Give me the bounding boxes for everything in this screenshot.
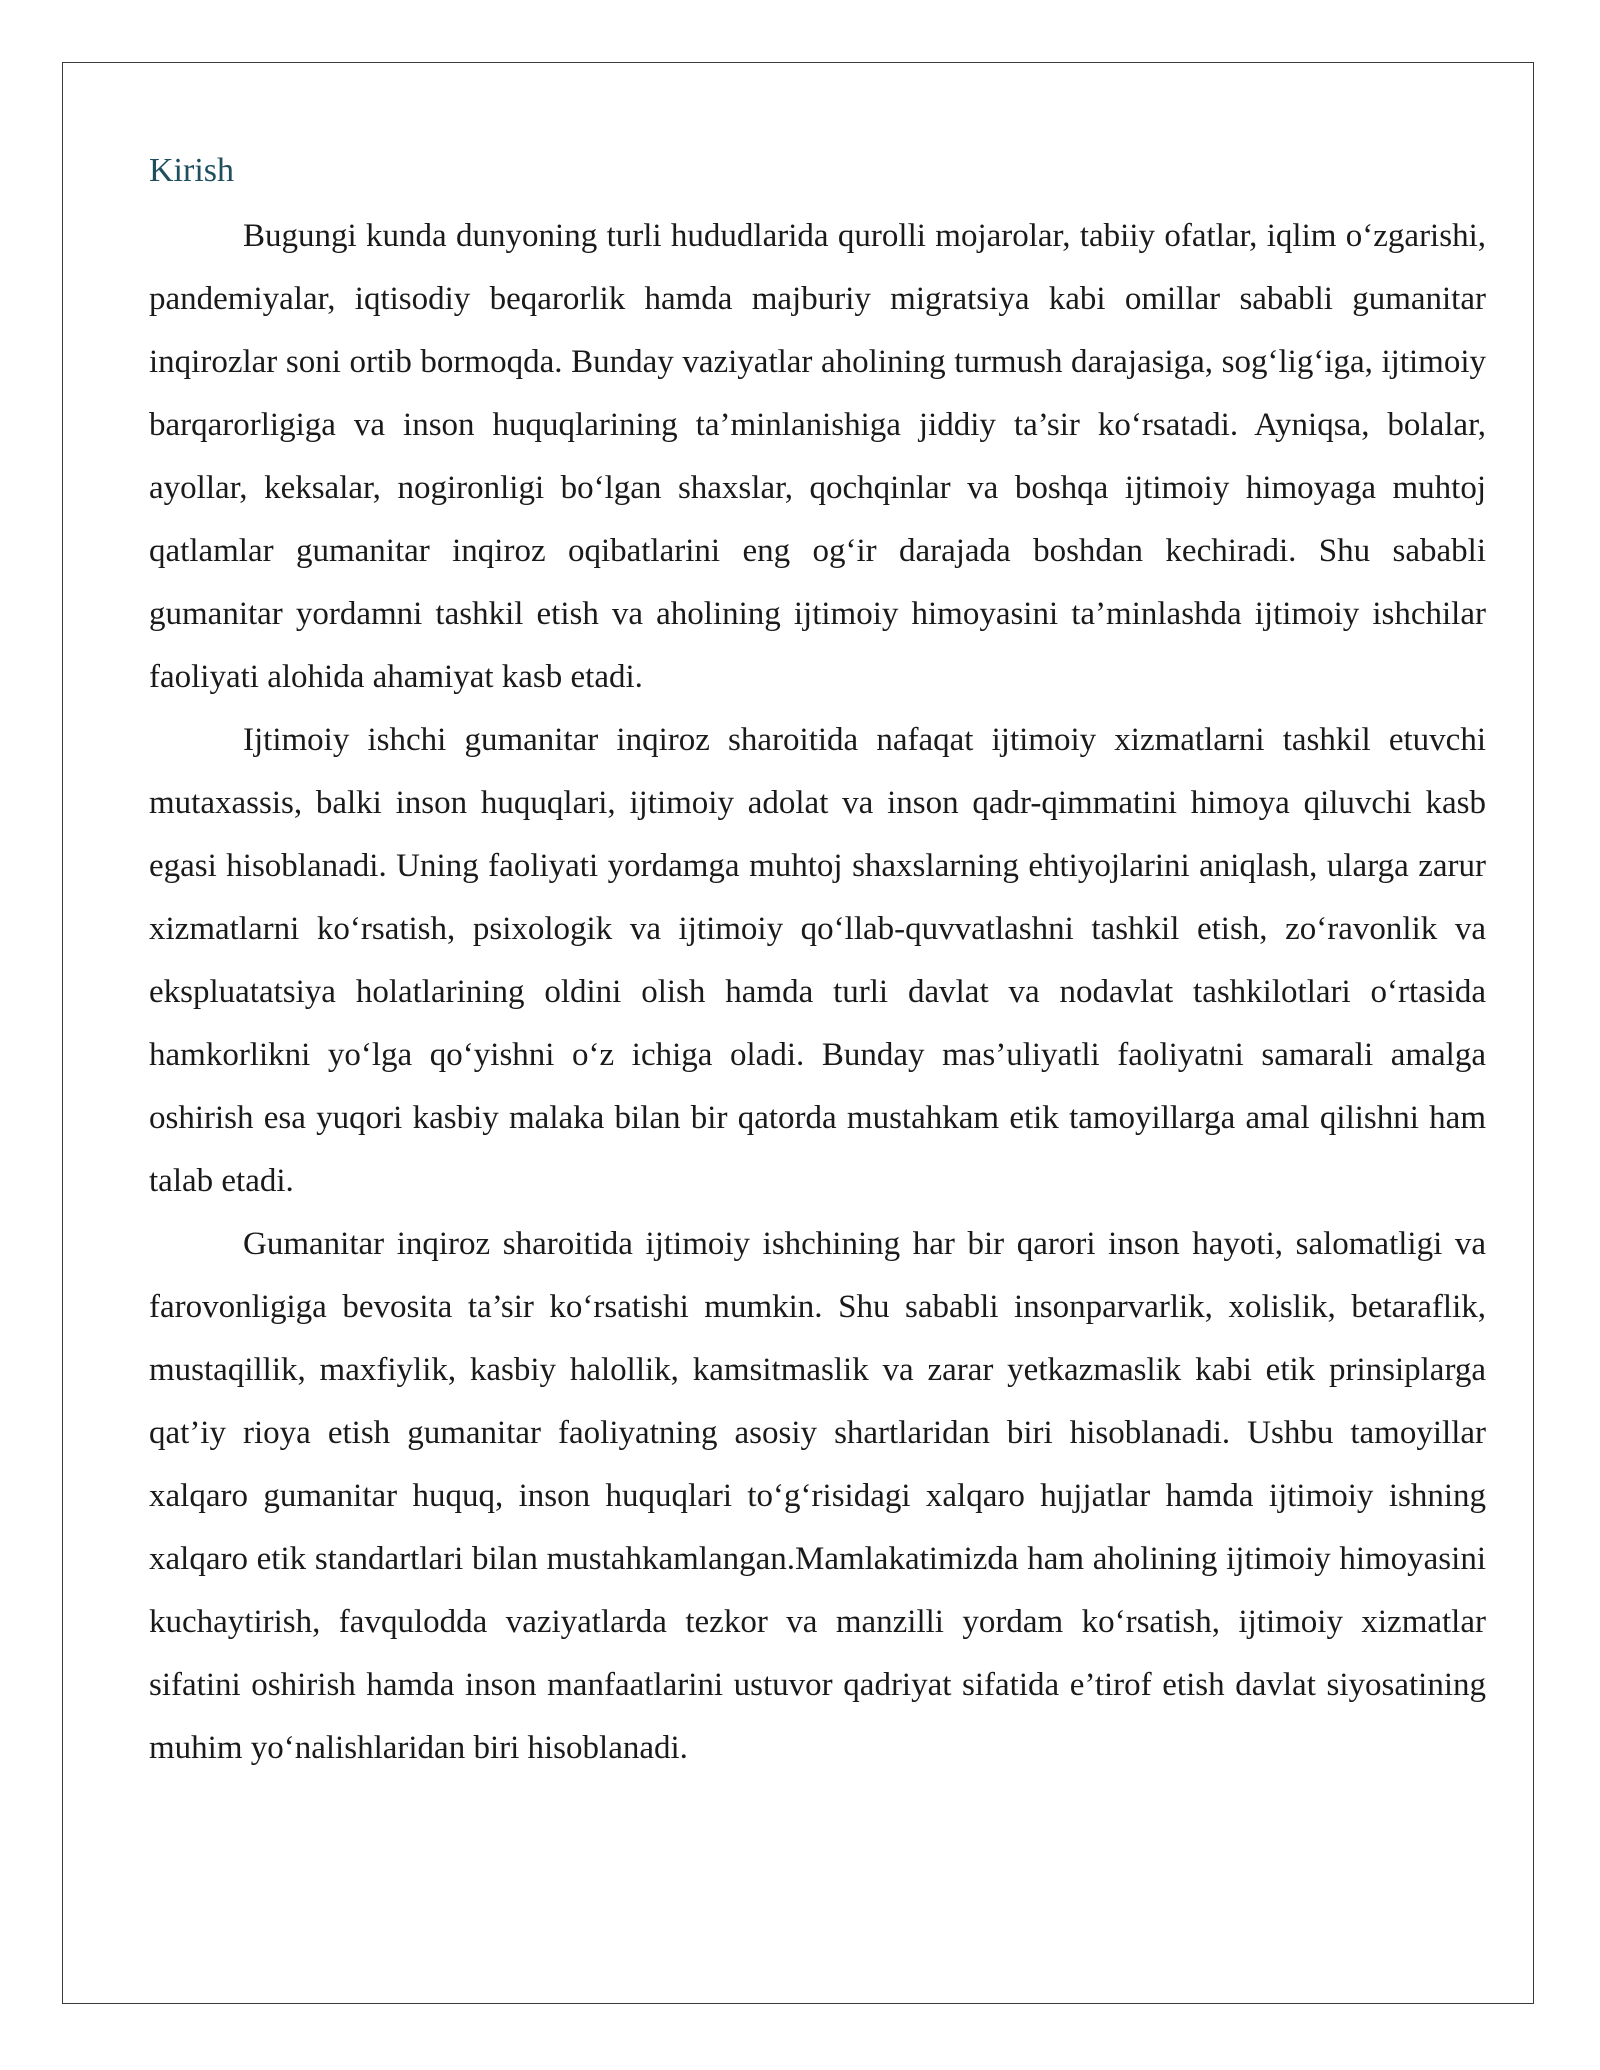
section-heading: Kirish	[149, 152, 234, 189]
paragraph-1: Bugungi kunda dunyoning turli hududlarida qurolli mojarolar, tabiiy ofatlar, iqlim o‘zgarishi, pandemiyalar, iqtisodiy beqarorlik hamda majburiy migratsiya kabi omillar sababli gumanitar inqirozlar soni ortib bormoqda. Bunday vaziyatlar aholining turmush darajasiga, sog‘lig‘iga, ijtimoiy barqarorligiga va inson huquqlarining ta’minlanishiga jiddiy ta’sir ko‘rsatadi. Ayniqsa, bolalar, ayollar, keksalar, nogironligi bo‘lgan shaxslar, qochqinlar va boshqa ijtimoiy himoyaga muhtoj qatlamlar gumanitar inqiroz oqibatlarini eng og‘ir darajada boshdan kechiradi. Shu sababli gumanitar yordamni tashkil etish va aholining ijtimoiy himoyasini ta’minlashda ijtimoiy ishchilar faoliyati alohida ahamiyat kasb etadi.	[149, 218, 1486, 695]
paragraph-3: Gumanitar inqiroz sharoitida ijtimoiy ishchining har bir qarori inson hayoti, salomatligi va farovonligiga bevosita ta’sir ko‘rsatishi mumkin. Shu sababli insonparvarlik, xolislik, betaraflik, mustaqillik, maxfiylik, kasbiy halollik, kamsitmaslik va zarar yetkazmaslik kabi etik prinsiplarga qat’iy rioya etish gumanitar faoliyatning asosiy shartlaridan biri hisoblanadi. Ushbu tamoyillar xalqaro gumanitar huquq, inson huquqlari to‘g‘risidagi xalqaro hujjatlar hamda ijtimoiy ishning xalqaro etik standartlari bilan mustahkamlangan.Mamlakatimizda ham aholining ijtimoiy himoyasini kuchaytirish, favqulodda vaziyatlarda tezkor va manzilli yordam ko‘rsatish, ijtimoiy xizmatlar sifatini oshirish hamda inson manfaatlarini ustuvor qadriyat sifatida e’tirof etish davlat siyosatining muhim yo‘nalishlaridan biri hisoblanadi.	[149, 1226, 1486, 1766]
paragraph-2: Ijtimoiy ishchi gumanitar inqiroz sharoitida nafaqat ijtimoiy xizmatlarni tashkil etuvchi mutaxassis, balki inson huquqlari, ijtimoiy adolat va inson qadr-qimmatini himoya qiluvchi kasb egasi hisoblanadi. Uning faoliyati yordamga muhtoj shaxslarning ehtiyojlarini aniqlash, ularga zarur xizmatlarni ko‘rsatish, psixologik va ijtimoiy qo‘llab-quvvatlashni tashkil etish, zo‘ravonlik va ekspluatatsiya holatlarining oldini olish hamda turli davlat va nodavlat tashkilotlari o‘rtasida hamkorlikni yo‘lga qo‘yishni o‘z ichiga oladi. Bunday mas’uliyatli faoliyatni samarali amalga oshirish esa yuqori kasbiy malaka bilan bir qatorda mustahkam etik tamoyillarga amal qilishni ham talab etadi.	[149, 722, 1486, 1199]
document-body	[149, 143, 1486, 1780]
